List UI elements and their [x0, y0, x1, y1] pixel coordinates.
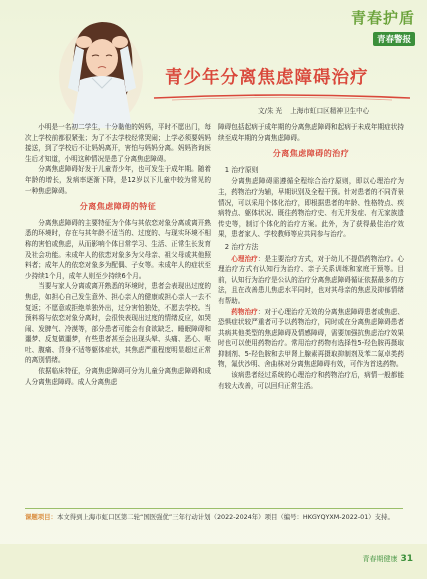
page-footer: [362, 554, 413, 564]
section-heading-features: 分离焦虑障碍的特征: [79, 202, 157, 212]
paragraph-medication: [218, 307, 404, 371]
paragraph-text: ：是主要治疗方式，对于幼儿不提倡药物治疗。心理治疗方式有认知行为治疗、亲子关系训练和家庭干预等。目前，认知行为治疗是公认的治疗分离焦虑障碍循证依据最多的方法，且在改善患儿焦虑水平同时，也对其母亲的焦虑及抑郁情绪有帮助。: [218, 254, 405, 305]
subheading-principle: 1 治疗原则: [224, 165, 259, 174]
footnote-text: 本文得到上海市虹口区第二轮“国医强优”三年行动计划（2022-2024年）项目（编号：HKGYQYXM-2022-01）支持。: [56, 513, 394, 521]
label-medication: 药物治疗: [231, 307, 258, 316]
paragraph: 分离焦虑障碍的主要特征为个体与其依恋对象分离或离开熟悉的环境时，存在与其年龄不适当的、过度的、与现实环境不相称的害怕或焦虑，从而影响个体日常学习、生活、正常生长发育及社会功能。未成年人的依恋对象多为父母亲、祖父母或其他照料者；成年人的依恋对象多为配偶、子女等。未成年人的症状至少持续1个月，成年人则至少持续6个月。: [25, 218, 211, 280]
byline: [258, 105, 375, 115]
title-underline-decoration: [152, 92, 412, 102]
paragraph: 障碍包括起病于成年期的分离焦虑障碍和起病于未成年期症状持续至成年期的分离焦虑障碍。: [218, 123, 404, 142]
paragraph: 依据临床特征，分离焦虑障碍可分为儿童分离焦虑障碍和成人分离焦虑障碍。成人分离焦虑: [25, 367, 211, 386]
footnote: [25, 512, 403, 523]
label-psychotherapy: 心理治疗: [231, 254, 258, 263]
magazine-name: 青春期健康: [362, 555, 398, 563]
section-heading-treatment: 分离焦虑障碍的治疗: [272, 149, 350, 159]
column-subtitle: 青春警报: [373, 32, 415, 46]
paragraph-psychotherapy: [218, 254, 404, 307]
paragraph: 小明是一名初二学生，十分黏他的妈妈，平时不愿出门，每次上学校前都很紧张；为了不去学校经常哭闹；上学必须要妈妈接送，到了学校后不让妈妈离开，害怕与妈妈分离。妈妈咨询医生后才知道，小明这种情况是患了分离焦虑障碍。: [25, 123, 211, 163]
subheading-methods: 2 治疗方法: [224, 242, 259, 251]
paragraph: 当要与家人分离或离开熟悉的环境时，患者会表现出过度的焦虑，如担心自己发生意外、担心亲人的健康或担心亲人一去不复返；不愿意或拒绝单独外出，过分害怕独处，不愿去学校。当预料将与依恋对象分离时，会很快表现出过度的情绪反应，如哭闹、发脾气、冷漠等，部分患者可能会有食欲缺乏、睡眠障碍和噩梦、反复做噩梦，有些患者甚至会出现头晕、头痛、恶心、呕吐、腹痛、背身不适等躯体症状，其焦虑严重程度明显超过正常的离别情绪。: [25, 282, 211, 365]
paragraph: 该病患者经过系统的心理治疗和药物治疗后，病情一般都能有较大改善，可以回归正常生活。: [218, 371, 404, 390]
column-header: [351, 10, 415, 46]
paragraph: 分离焦虑障碍好发于儿童青少年，也可发生于成年期。随着年龄的增长，发病率逐渐下降，是12岁以下儿童中较为常见的一种焦虑障碍。: [25, 165, 211, 195]
paragraph-text: ：对于心理治疗无效的分离焦虑障碍患者或焦虑、恐惧症状较严重者可予以药物治疗，同时或在分离焦虑障碍患者共病其他类型的焦虑障碍及情感障碍，需要加强抗焦虑治疗效果时也可以使用药物治疗。常用治疗药物有选择性5-羟色胺再摄取抑制剂、5-羟色胺和去甲肾上腺素再摄取抑制剂及苯二氮卓类药物，氟伏沙明、舍曲林对分离焦虑障碍有效，可作为首选药物。: [218, 307, 405, 369]
author-name: 文/朱 光: [258, 107, 283, 115]
right-column: [218, 122, 404, 391]
paragraph: 分离焦虑障碍需遵循全程综合治疗原则，即以心理治疗为主，药物治疗为辅，早期识别及全程干预。针对患者的不同背景情况，可以采用个体化治疗，即根据患者的年龄、性格特点、疾病特点、躯体状况、既往药物治疗史、有无并发症、有无家族遗传史等，制订个体化的治疗方案。此外，为了获得最佳治疗效果，患者家人、学校教师等应共同参与治疗。: [218, 177, 404, 239]
article-title: 青少年分离焦虑障碍治疗: [165, 68, 369, 88]
footnote-label: 课题项目：: [25, 513, 57, 521]
page-number: 31: [400, 554, 413, 564]
column-title: 青春护盾: [350, 9, 415, 27]
author-affiliation: 上海市虹口区精神卫生中心: [290, 107, 370, 115]
left-column: [25, 122, 211, 387]
illustration-stressed-girl: [46, 10, 156, 130]
footnote-divider: [25, 508, 403, 509]
